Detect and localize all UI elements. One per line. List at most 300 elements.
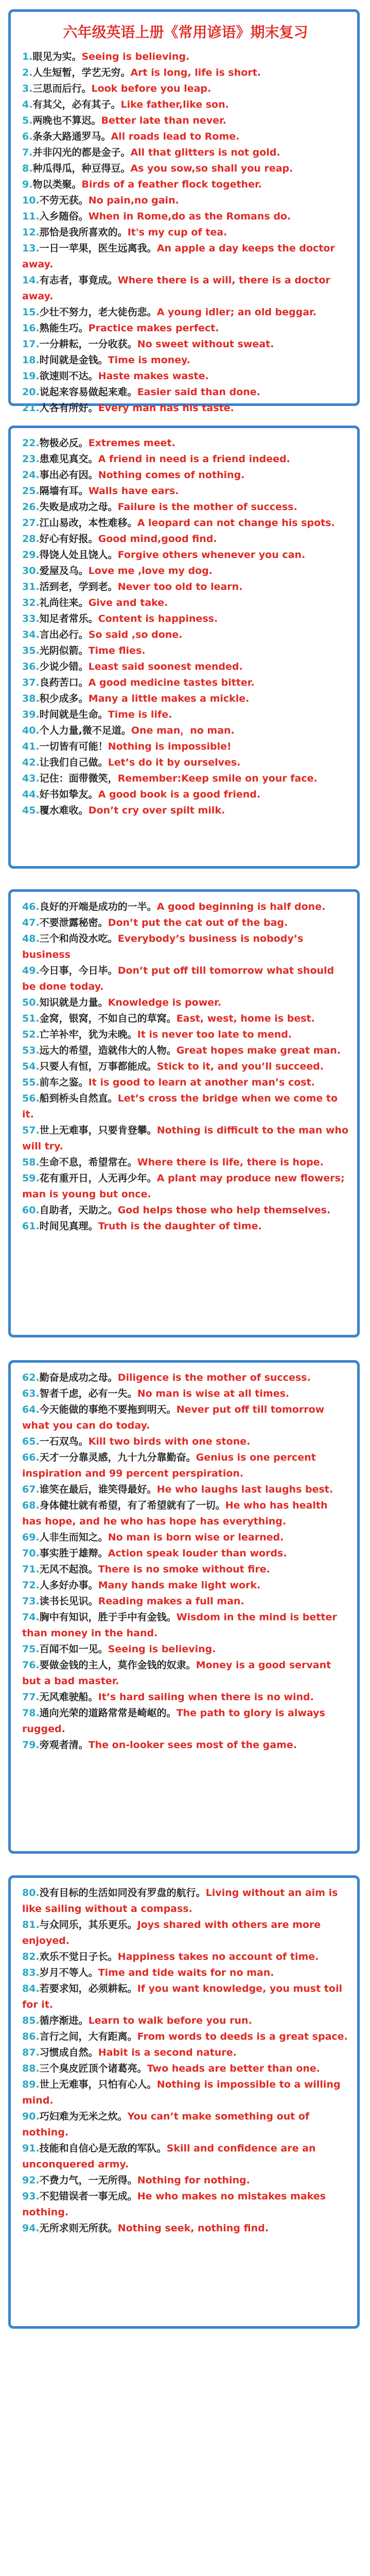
proverb-chinese: 岁月不等人。 — [39, 1967, 98, 1978]
proverb-list — [22, 435, 349, 819]
proverb-number: 65. — [22, 1436, 40, 1447]
proverb-number: 87. — [22, 2047, 40, 2058]
proverb-english: Everybody’s business is nobody’s business — [22, 933, 304, 960]
proverb-english: Two heads are better than one. — [147, 2063, 321, 2074]
proverb-entry — [22, 1705, 349, 1737]
proverb-chinese: 言行之间，大有距离。 — [39, 2031, 137, 2042]
proverb-chinese: 无风不起浪。 — [39, 1564, 98, 1575]
proverb-chinese: 人多好办事。 — [39, 1580, 98, 1591]
proverb-number: 38. — [22, 693, 40, 704]
proverb-english: Don’t put off till tomorrow what should be done today. — [22, 965, 334, 992]
proverb-chinese: 礼尚往来。 — [39, 597, 89, 608]
proverb-entry — [22, 65, 349, 81]
proverb-english: Never too old to learn. — [117, 581, 243, 592]
proverb-number: 2. — [22, 67, 33, 78]
proverb-entry — [22, 611, 349, 627]
proverb-chinese: 时间见真理。 — [39, 1221, 98, 1232]
proverb-chinese: 金窝，银窝，不如自己的草窝。 — [39, 1013, 177, 1024]
proverb-english: If you want knowledge, you must toil for it. — [22, 1983, 342, 2010]
proverb-english: It’s hard sailing when there is no wind. — [98, 1691, 314, 1703]
proverb-entry — [22, 209, 349, 225]
proverb-entry — [22, 515, 349, 531]
proverb-chinese: 习惯成自然。 — [39, 2047, 98, 2058]
proverb-entry — [22, 723, 349, 739]
proverb-english: He who has health has hope, and he who has hope has everything. — [22, 1500, 328, 1527]
proverb-number: 89. — [22, 2079, 40, 2090]
proverb-chinese: 循序渐进。 — [39, 2015, 89, 2026]
proverb-english: Learn to walk before you run. — [88, 2015, 252, 2026]
proverb-number: 49. — [22, 965, 40, 976]
proverb-english: Joys shared with others are more enjoyed. — [22, 1919, 321, 1946]
proverb-number: 83. — [22, 1967, 40, 1978]
proverb-chinese: 今天能做的事绝不要拖到明天。 — [39, 1404, 177, 1415]
proverb-number: 9. — [22, 179, 33, 190]
proverb-chinese: 胸中有知识，胜于手中有金钱。 — [39, 1612, 177, 1623]
proverb-chinese: 身体健壮就有希望，有了希望就有了一切。 — [39, 1500, 225, 1511]
proverb-entry — [22, 931, 349, 963]
proverb-chinese: 得饶人处且饶人。 — [39, 549, 118, 561]
proverb-entry — [22, 643, 349, 659]
proverb-english: Least said soonest mended. — [88, 661, 243, 672]
proverb-entry — [22, 1609, 349, 1641]
proverb-entry — [22, 177, 349, 193]
proverb-number: 72. — [22, 1580, 40, 1591]
proverb-entry — [22, 2189, 349, 2221]
proverb-entry — [22, 563, 349, 579]
proverb-english: Time is life. — [108, 709, 172, 720]
proverb-chinese: 三思而后行。 — [32, 83, 92, 94]
proverb-entry — [22, 691, 349, 707]
proverb-chinese: 活到老，学到老。 — [39, 581, 118, 592]
proverb-chinese: 江山易改，本性难移。 — [39, 517, 137, 529]
proverb-number: 70. — [22, 1548, 40, 1559]
proverb-number: 10. — [22, 195, 40, 206]
proverb-chinese: 远大的希望，造就伟大的人物。 — [39, 1045, 177, 1056]
proverb-number: 66. — [22, 1452, 40, 1463]
proverb-english: Failure is the mother of success. — [117, 501, 297, 513]
proverb-number: 56. — [22, 1093, 40, 1104]
proverb-english: A leopard can not change his spots. — [137, 517, 335, 529]
proverb-chinese: 好心有好报。 — [39, 533, 98, 545]
proverb-number: 55. — [22, 1077, 40, 1088]
proverb-entry — [22, 97, 349, 113]
proverb-number: 64. — [22, 1404, 40, 1415]
proverb-entry — [22, 368, 349, 384]
proverb-english: Remember:Keep smile on your face. — [117, 773, 318, 784]
proverb-number: 44. — [22, 789, 40, 800]
proverb-entry — [22, 1641, 349, 1657]
proverb-entry — [22, 336, 349, 352]
proverb-entry — [22, 400, 349, 416]
proverb-number: 92. — [22, 2175, 40, 2186]
proverb-chinese: 勤奋是成功之母。 — [39, 1372, 118, 1383]
proverb-number: 51. — [22, 1013, 40, 1024]
proverb-english: It is never too late to mend. — [137, 1029, 292, 1040]
proverb-entry — [22, 899, 349, 915]
proverb-english: There is no smoke without fire. — [98, 1564, 270, 1575]
section-card-5 — [8, 1875, 360, 2329]
proverb-number: 6. — [22, 131, 33, 142]
proverb-entry — [22, 1091, 349, 1123]
proverb-english: So said ,so done. — [88, 629, 183, 640]
proverb-number: 7. — [22, 147, 33, 158]
proverb-number: 33. — [22, 613, 40, 624]
proverb-number: 59. — [22, 1173, 40, 1184]
proverb-english: It's my cup of tea. — [127, 227, 227, 238]
proverb-chinese: 不犯错误者一事无成。 — [39, 2191, 137, 2202]
proverb-english: Knowledge is power. — [108, 997, 222, 1008]
proverb-entry — [22, 1965, 349, 1981]
proverb-number: 13. — [22, 243, 40, 254]
proverb-entry — [22, 1482, 349, 1498]
proverb-chinese: 智者千虑，必有一失。 — [39, 1388, 137, 1399]
proverb-entry — [22, 2061, 349, 2077]
proverb-english: No man is wise at all times. — [137, 1388, 290, 1399]
proverb-chinese: 言出必行。 — [39, 629, 89, 640]
proverb-chinese: 时间就是金钱。 — [39, 354, 108, 366]
proverb-entry — [22, 659, 349, 675]
proverb-entry — [22, 1689, 349, 1705]
proverb-chinese: 覆水难收。 — [39, 805, 89, 816]
proverb-chinese: 失败是成功之母。 — [39, 501, 118, 513]
proverb-english: Haste makes waste. — [98, 370, 209, 382]
proverb-english: Many a little makes a mickle. — [88, 693, 250, 704]
proverb-entry — [22, 1386, 349, 1402]
proverb-entry — [22, 1657, 349, 1689]
proverb-english: Great hopes make great man. — [176, 1045, 341, 1056]
proverb-number: 76. — [22, 1659, 40, 1671]
proverb-number: 71. — [22, 1564, 40, 1575]
proverb-chinese: 欢乐不觉日子长。 — [39, 1951, 118, 1962]
proverb-english: Don’t cry over spilt milk. — [88, 805, 225, 816]
proverb-chinese: 一切皆有可能！ — [39, 741, 108, 752]
proverb-english: One man，no man. — [131, 725, 235, 736]
proverb-number: 69. — [22, 1532, 40, 1543]
proverb-number: 46. — [22, 901, 40, 912]
proverb-english: When in Rome,do as the Romans do. — [88, 211, 291, 222]
proverb-chinese: 世上无难事，只怕有心人。 — [39, 2079, 157, 2090]
proverb-number: 21. — [22, 402, 40, 414]
proverb-chinese: 谁笑在最后，谁笑得最好。 — [39, 1484, 157, 1495]
proverb-number: 79. — [22, 1739, 40, 1751]
proverb-chinese: 并非闪光的都是金子。 — [32, 147, 131, 158]
proverb-number: 61. — [22, 1221, 40, 1232]
proverb-chinese: 熟能生巧。 — [39, 323, 89, 334]
proverb-number: 57. — [22, 1125, 40, 1136]
proverb-english: Action speak louder than words. — [108, 1548, 287, 1559]
proverb-entry — [22, 755, 349, 771]
proverb-chinese: 船到桥头自然直。 — [39, 1093, 118, 1104]
proverb-english: Habit is a second nature. — [98, 2047, 237, 2058]
proverb-entry — [22, 1011, 349, 1027]
proverb-chinese: 有志者，事竟成。 — [39, 275, 118, 286]
proverb-entry — [22, 2221, 349, 2236]
proverb-number: 43. — [22, 773, 40, 784]
proverb-chinese: 技能和自信心是无敌的军队。 — [39, 2143, 167, 2154]
proverb-english: You can’t make something out of nothing. — [22, 2111, 310, 2138]
proverb-english: Genius is one percent inspiration and 99 percent perspiration. — [22, 1452, 316, 1479]
proverb-english: Give and take. — [88, 597, 168, 608]
proverb-english: The path to glory is always rugged. — [22, 1707, 325, 1735]
proverb-chinese: 与众同乐，其乐更乐。 — [39, 1919, 137, 1930]
section-card-4 — [8, 1360, 360, 1854]
proverb-english: A good medicine tastes bitter. — [88, 677, 255, 688]
proverb-number: 12. — [22, 227, 40, 238]
proverb-entry — [22, 145, 349, 161]
proverb-english: The on-looker sees most of the game. — [88, 1739, 297, 1751]
proverb-chinese: 爱屋及乌。 — [39, 565, 89, 577]
proverb-chinese: 条条大路通罗马。 — [32, 131, 111, 142]
proverb-english: Forgive others whenever you can. — [117, 549, 306, 561]
proverb-english: Content is happiness. — [98, 613, 218, 624]
proverb-chinese: 亡羊补牢，犹为未晚。 — [39, 1029, 137, 1040]
proverb-chinese: 欲速则不达。 — [39, 370, 98, 382]
proverb-number: 88. — [22, 2063, 40, 2074]
proverb-english: Let’s do it by ourselves. — [108, 757, 241, 768]
proverb-english: God helps those who help themselves. — [117, 1205, 331, 1216]
proverb-number: 90. — [22, 2111, 40, 2122]
proverb-number: 26. — [22, 501, 40, 513]
proverb-chinese: 光阴似箭。 — [39, 645, 89, 656]
proverb-entry — [22, 1434, 349, 1450]
proverb-entry — [22, 1594, 349, 1609]
proverb-english: He who laughs last laughs best. — [156, 1484, 333, 1495]
proverb-chinese: 个人力量,微不足道。 — [39, 725, 131, 736]
proverb-number: 29. — [22, 549, 40, 561]
proverb-number: 25. — [22, 485, 40, 497]
proverb-entry — [22, 803, 349, 819]
proverb-number: 91. — [22, 2143, 40, 2154]
proverb-english: Easier said than done. — [137, 386, 260, 398]
proverb-entry — [22, 384, 349, 400]
proverb-english: Seeing is believing. — [81, 51, 190, 62]
proverb-chinese: 三个和尚没水吃。 — [39, 933, 118, 944]
proverb-number: 77. — [22, 1691, 40, 1703]
proverb-number: 3. — [22, 83, 33, 94]
proverb-entry — [22, 225, 349, 241]
proverb-entry — [22, 1027, 349, 1043]
proverb-number: 82. — [22, 1951, 40, 1962]
proverb-chinese: 没有目标的生活如同没有罗盘的航行。 — [39, 1887, 206, 1899]
proverb-list — [22, 49, 349, 416]
proverb-number: 67. — [22, 1484, 40, 1495]
proverb-entry — [22, 1562, 349, 1578]
proverb-english: All roads lead to Rome. — [111, 131, 240, 142]
proverb-english: He who makes no mistakes makes nothing. — [22, 2191, 326, 2218]
proverb-number: 42. — [22, 757, 40, 768]
proverb-english: Every man has his taste. — [98, 402, 234, 414]
proverb-entry — [22, 129, 349, 145]
proverb-chinese: 若要求知，必须耕耘。 — [39, 1983, 137, 1994]
proverb-entry — [22, 273, 349, 304]
proverb-entry — [22, 1981, 349, 2013]
proverb-chinese: 不要泄露秘密。 — [39, 917, 108, 928]
proverb-entry — [22, 241, 349, 273]
proverb-number: 85. — [22, 2015, 40, 2026]
proverb-number: 40. — [22, 725, 40, 736]
proverb-english: Better late than never. — [101, 115, 226, 126]
proverb-number: 93. — [22, 2191, 40, 2202]
proverb-english: Stick to it, and you’ll succeed. — [156, 1061, 324, 1072]
proverb-entry — [22, 1917, 349, 1949]
proverb-english: Seeing is believing. — [108, 1643, 216, 1655]
proverb-entry — [22, 963, 349, 995]
proverb-entry — [22, 1530, 349, 1546]
proverb-number: 8. — [22, 163, 33, 174]
proverb-entry — [22, 1885, 349, 1917]
proverb-chinese: 一日一苹果，医生远离我。 — [39, 243, 157, 254]
proverb-chinese: 眼见为实。 — [32, 51, 82, 62]
proverb-english: Let’s cross the bridge when we come to it. — [22, 1093, 338, 1120]
proverb-entry — [22, 675, 349, 691]
proverb-chinese: 只要人有恒，万事都能成。 — [39, 1061, 157, 1072]
proverb-number: 11. — [22, 211, 40, 222]
proverb-chinese: 时间就是生命。 — [39, 709, 108, 720]
proverb-entry — [22, 771, 349, 787]
proverb-number: 58. — [22, 1157, 40, 1168]
proverb-english: Happiness takes no account of time. — [117, 1951, 319, 1962]
proverb-chinese: 一石双鸟。 — [39, 1436, 89, 1447]
proverb-chinese: 知识就是力量。 — [39, 997, 108, 1008]
proverb-number: 78. — [22, 1707, 40, 1719]
proverb-english: East, west, home is best. — [176, 1013, 315, 1024]
proverb-chinese: 让我们自己做。 — [39, 757, 108, 768]
proverb-chinese: 生命不息，希望常在。 — [39, 1157, 137, 1168]
proverb-entry — [22, 531, 349, 547]
proverb-english: A plant may produce new flowers; man is young but once. — [22, 1173, 345, 1200]
proverb-entry — [22, 499, 349, 515]
proverb-chinese: 良好的开端是成功的一半。 — [39, 901, 157, 912]
page-title: 六年级英语上册《常用谚语》期末复习 — [63, 24, 308, 41]
proverb-entry — [22, 579, 349, 595]
proverb-chinese: 通向光荣的道路常常是崎岖的。 — [39, 1707, 177, 1719]
proverb-entry — [22, 1498, 349, 1530]
proverb-english: Nothing comes of nothing. — [98, 469, 245, 481]
proverb-english: Nothing is impossible! — [108, 741, 232, 752]
proverb-english: Where there is a will, there is a doctor away. — [22, 275, 330, 302]
proverb-chinese: 无所求则无所获。 — [39, 2223, 118, 2234]
proverb-entry — [22, 547, 349, 563]
proverb-english: No man is born wise or learned. — [108, 1532, 284, 1543]
proverb-number: 37. — [22, 677, 40, 688]
proverb-chinese: 旁观者清。 — [39, 1739, 89, 1751]
proverb-chinese: 记住：面带微笑， — [39, 773, 118, 784]
proverb-entry — [22, 1059, 349, 1075]
proverb-english: It is good to learn at another man’s cost. — [88, 1077, 315, 1088]
proverb-number: 47. — [22, 917, 40, 928]
proverb-chinese: 人生短暂，学艺无穷。 — [32, 67, 131, 78]
proverb-english: Where there is life, there is hope. — [137, 1157, 324, 1168]
proverb-entry — [22, 1737, 349, 1753]
proverb-chinese: 有其父，必有其子。 — [32, 99, 121, 110]
proverb-entry — [22, 1546, 349, 1562]
proverb-chinese: 不劳无获。 — [39, 195, 89, 206]
proverb-number: 28. — [22, 533, 40, 545]
proverb-chinese: 要做金钱的主人，莫作金钱的奴隶。 — [39, 1659, 196, 1671]
proverb-entry — [22, 1075, 349, 1091]
proverb-english: Good mind,good find. — [98, 533, 217, 545]
proverb-number: 60. — [22, 1205, 40, 1216]
section-card-3 — [8, 889, 360, 1337]
proverb-entry — [22, 352, 349, 368]
proverb-english: Love me ,love my dog. — [88, 565, 213, 577]
proverb-english: Look before you leap. — [91, 83, 212, 94]
proverb-number: 39. — [22, 709, 40, 720]
proverb-english: No pain,no gain. — [88, 195, 179, 206]
proverb-number: 94. — [22, 2223, 40, 2234]
proverb-number: 18. — [22, 354, 40, 366]
proverb-number: 22. — [22, 437, 40, 449]
proverb-chinese: 入乡随俗。 — [39, 211, 89, 222]
proverb-entry — [22, 627, 349, 643]
proverb-chinese: 花有重开日，人无再少年。 — [39, 1173, 157, 1184]
proverb-number: 14. — [22, 275, 40, 286]
proverb-chinese: 一分耕耘，一分收获。 — [39, 338, 137, 350]
proverb-chinese: 患难见真交。 — [39, 453, 98, 465]
proverb-entry — [22, 2045, 349, 2061]
proverb-entry — [22, 1578, 349, 1594]
proverb-english: Nothing is difficult to the man who will try. — [22, 1125, 348, 1152]
proverb-english: Extremes meet. — [88, 437, 175, 449]
proverb-chinese: 世上无难事，只要肯登攀。 — [39, 1125, 157, 1136]
proverb-number: 81. — [22, 1919, 40, 1930]
proverb-entry — [22, 1043, 349, 1059]
proverb-english: Time is money. — [108, 354, 191, 366]
proverb-english: Skill and confidence are an unconquered army. — [22, 2143, 316, 2170]
proverb-english: A young idler; an old beggar. — [156, 307, 316, 318]
section-card-2 — [8, 426, 360, 869]
proverb-entry — [22, 1450, 349, 1482]
proverb-english: A good book is a good friend. — [98, 789, 261, 800]
proverb-english: Money is a good servant but a bad master. — [22, 1659, 331, 1687]
proverb-english: No sweet without sweat. — [137, 338, 274, 350]
proverb-number: 53. — [22, 1045, 40, 1056]
proverb-number: 80. — [22, 1887, 40, 1899]
proverb-chinese: 巧妇难为无米之炊。 — [39, 2111, 128, 2122]
proverb-entry — [22, 193, 349, 209]
proverb-number: 74. — [22, 1612, 40, 1623]
proverb-number: 62. — [22, 1372, 40, 1383]
proverb-english: Don’t put the cat out of the bag. — [108, 917, 288, 928]
proverb-number: 52. — [22, 1029, 40, 1040]
proverb-entry — [22, 2077, 349, 2109]
proverb-number: 50. — [22, 997, 40, 1008]
proverb-english: A friend in need is a friend indeed. — [98, 453, 290, 465]
proverb-entry — [22, 1155, 349, 1171]
proverb-entry — [22, 995, 349, 1011]
proverb-chinese: 种瓜得瓜，种豆得豆。 — [32, 163, 131, 174]
proverb-number: 35. — [22, 645, 40, 656]
proverb-english: Living without an aim is like sailing without a compass. — [22, 1887, 338, 1914]
proverb-number: 15. — [22, 307, 40, 318]
proverb-english: Wisdom in the mind is better than money in the hand. — [22, 1612, 337, 1639]
proverb-number: 4. — [22, 99, 33, 110]
proverb-entry — [22, 320, 349, 336]
proverb-entry — [22, 739, 349, 755]
proverb-entry — [22, 1123, 349, 1155]
proverb-entry — [22, 1218, 349, 1234]
proverb-entry — [22, 2141, 349, 2173]
proverb-number: 27. — [22, 517, 40, 529]
proverb-chinese: 好书如挚友。 — [39, 789, 98, 800]
proverb-chinese: 前车之鉴。 — [39, 1077, 89, 1088]
proverb-number: 41. — [22, 741, 40, 752]
proverb-list — [22, 1370, 349, 1753]
proverb-english: Nothing for nothing. — [137, 2175, 250, 2186]
proverb-entry — [22, 2013, 349, 2029]
proverb-chinese: 少说少错。 — [39, 661, 89, 672]
proverb-number: 20. — [22, 386, 40, 398]
